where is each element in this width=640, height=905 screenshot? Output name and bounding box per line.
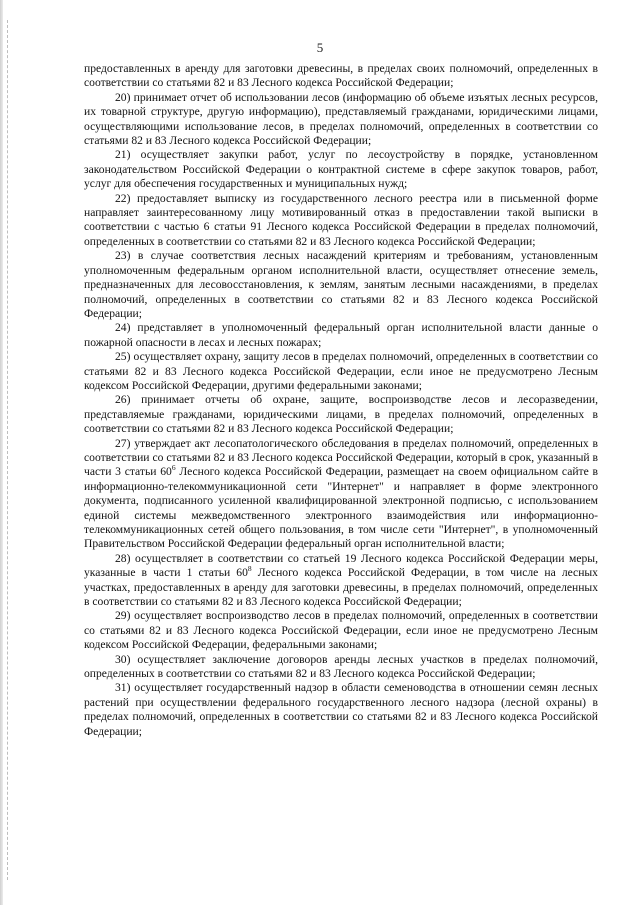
paragraph-25: 25) осуществляет охрану, защиту лесов в пределах полномочий, определенных в соответствии со статьями 82 и 83 Лесного кодекса Российской Федерации, если иное не предусмотрено Лесным кодексом Российской Федерации, другими федеральными законами;	[84, 350, 598, 392]
paragraph-26: 26) принимает отчеты об охране, защите, воспроизводстве лесов и лесоразведении, представляемые гражданами, юридическими лицами, в пределах полномочий, определенных в соответствии со статьями 82 и 83 Лесного кодекса Российской Федерации;	[84, 393, 598, 436]
paragraph-28-text-a: 28) осуществляет в соответствии со статьей 19 Лесного кодекса Российской Федерации меры, указанные в части 1 статьи 60	[84, 551, 598, 580]
paragraph-27	[84, 437, 598, 552]
paragraph-20: 20) принимает отчет об использовании лесов (информацию об объеме изъятых лесных ресурсов, их товарной структуре, другую информацию), представляемый гражданами, юридическими лицами, осуществляющими использование лесов, в пределах полномочий, определенных в соответствии со статьями 82 и 83 Лесного кодекса Российской Федерации;	[84, 90, 598, 148]
paragraph-19-continuation: предоставленных в аренду для заготовки древесины, в пределах своих полномочий, определенных в соответствии со статьями 82 и 83 Лесного кодекса Российской Федерации;	[84, 62, 598, 90]
paragraph-30: 30) осуществляет заключение договоров аренды лесных участков в пределах полномочий, определенных в соответствии со статьями 82 и 83 Лесного кодекса Российской Федерации;	[84, 652, 598, 681]
article-superscript: 6	[171, 463, 176, 473]
page-number: 5	[316, 40, 324, 55]
paragraph-23: 23) в случае соответствия лесных насаждений критериям и требованиям, установленным уполномоченным федеральным органом исполнительной власти, осуществляет отнесение земель, предназначенных для лесовосстановления, к землям, занятым лесными насаждениями, в пределах полномочий, определенных в соответствии со статьями 82 и 83 Лесного кодекса Российской Федерации;	[84, 249, 598, 320]
paragraph-24: 24) представляет в уполномоченный федеральный орган исполнительной власти данные о пожарной опасности в лесах и лесных пожарах;	[84, 321, 598, 349]
paragraph-28	[84, 552, 598, 610]
paragraph-27-text-b: Лесного кодекса Российской Федерации, размещает на своем официальном сайте в информационно-телекоммуникационной сети "Интернет" и направляет в форме электронного документа, подписанного усиленной квалифицированной электронной подписью, с использованием единой системы межведомственного электронного взаимодействия или информационно-телекоммуникационных сетей общего пользования, в том числе сети "Интернет", в уполномоченный Правительством Российской Федерации федеральный орган исполнительной власти;	[84, 465, 598, 551]
paragraph-28-text-b: Лесного кодекса Российской Федерации, в том числе на лесных участках, предоставленных в аренду для заготовки древесины, в пределах полномочий, определенных в соответствии со статьями 82 и 83 Лесного кодекса Российской Федерации;	[84, 566, 598, 609]
scan-edge	[0, 0, 3, 905]
paragraph-27-text-a: 27) утверждает акт лесопатологического обследования в пределах полномочий, определенных в соответствии со статьями 82 и 83 Лесного кодекса Российской Федерации, который в срок, указанный в части 3 статьи 60	[84, 436, 598, 479]
paragraph-21: 21) осуществляет закупки работ, услуг по лесоустройству в порядке, установленном законодательством Российской Федерации о контрактной системе в сфере закупок товаров, работ, услуг для обеспечения государственных и муниципальных нужд;	[84, 148, 598, 191]
article-superscript: 8	[247, 564, 252, 574]
paragraph-22: 22) предоставляет выписку из государственного лесного реестра или в письменной форме направляет заинтересованному лицу мотивированный отказ в предоставлении такой выписки в соответствии с частью 6 статьи 91 Лесного кодекса Российской Федерации в пределах полномочий, определенных в соответствии со статьями 82 и 83 Лесного кодекса Российской Федерации;	[84, 191, 598, 248]
paragraph-31: 31) осуществляет государственный надзор в области семеноводства в отношении семян лесных растений при осуществлении федерального государственного лесного надзора (лесной охраны) в пределах полномочий, определенных в соответствии со статьями 82 и 83 Лесного кодекса Российской Федерации;	[84, 681, 598, 738]
paragraph-29: 29) осуществляет воспроизводство лесов в пределах полномочий, определенных в соответствии со статьями 82 и 83 Лесного кодекса Российской Федерации, если иное не предусмотрено Лесным кодексом Российской Федерации, федеральными законами;	[84, 609, 598, 652]
binding-margin-rule	[7, 20, 8, 880]
document-body	[84, 62, 598, 739]
